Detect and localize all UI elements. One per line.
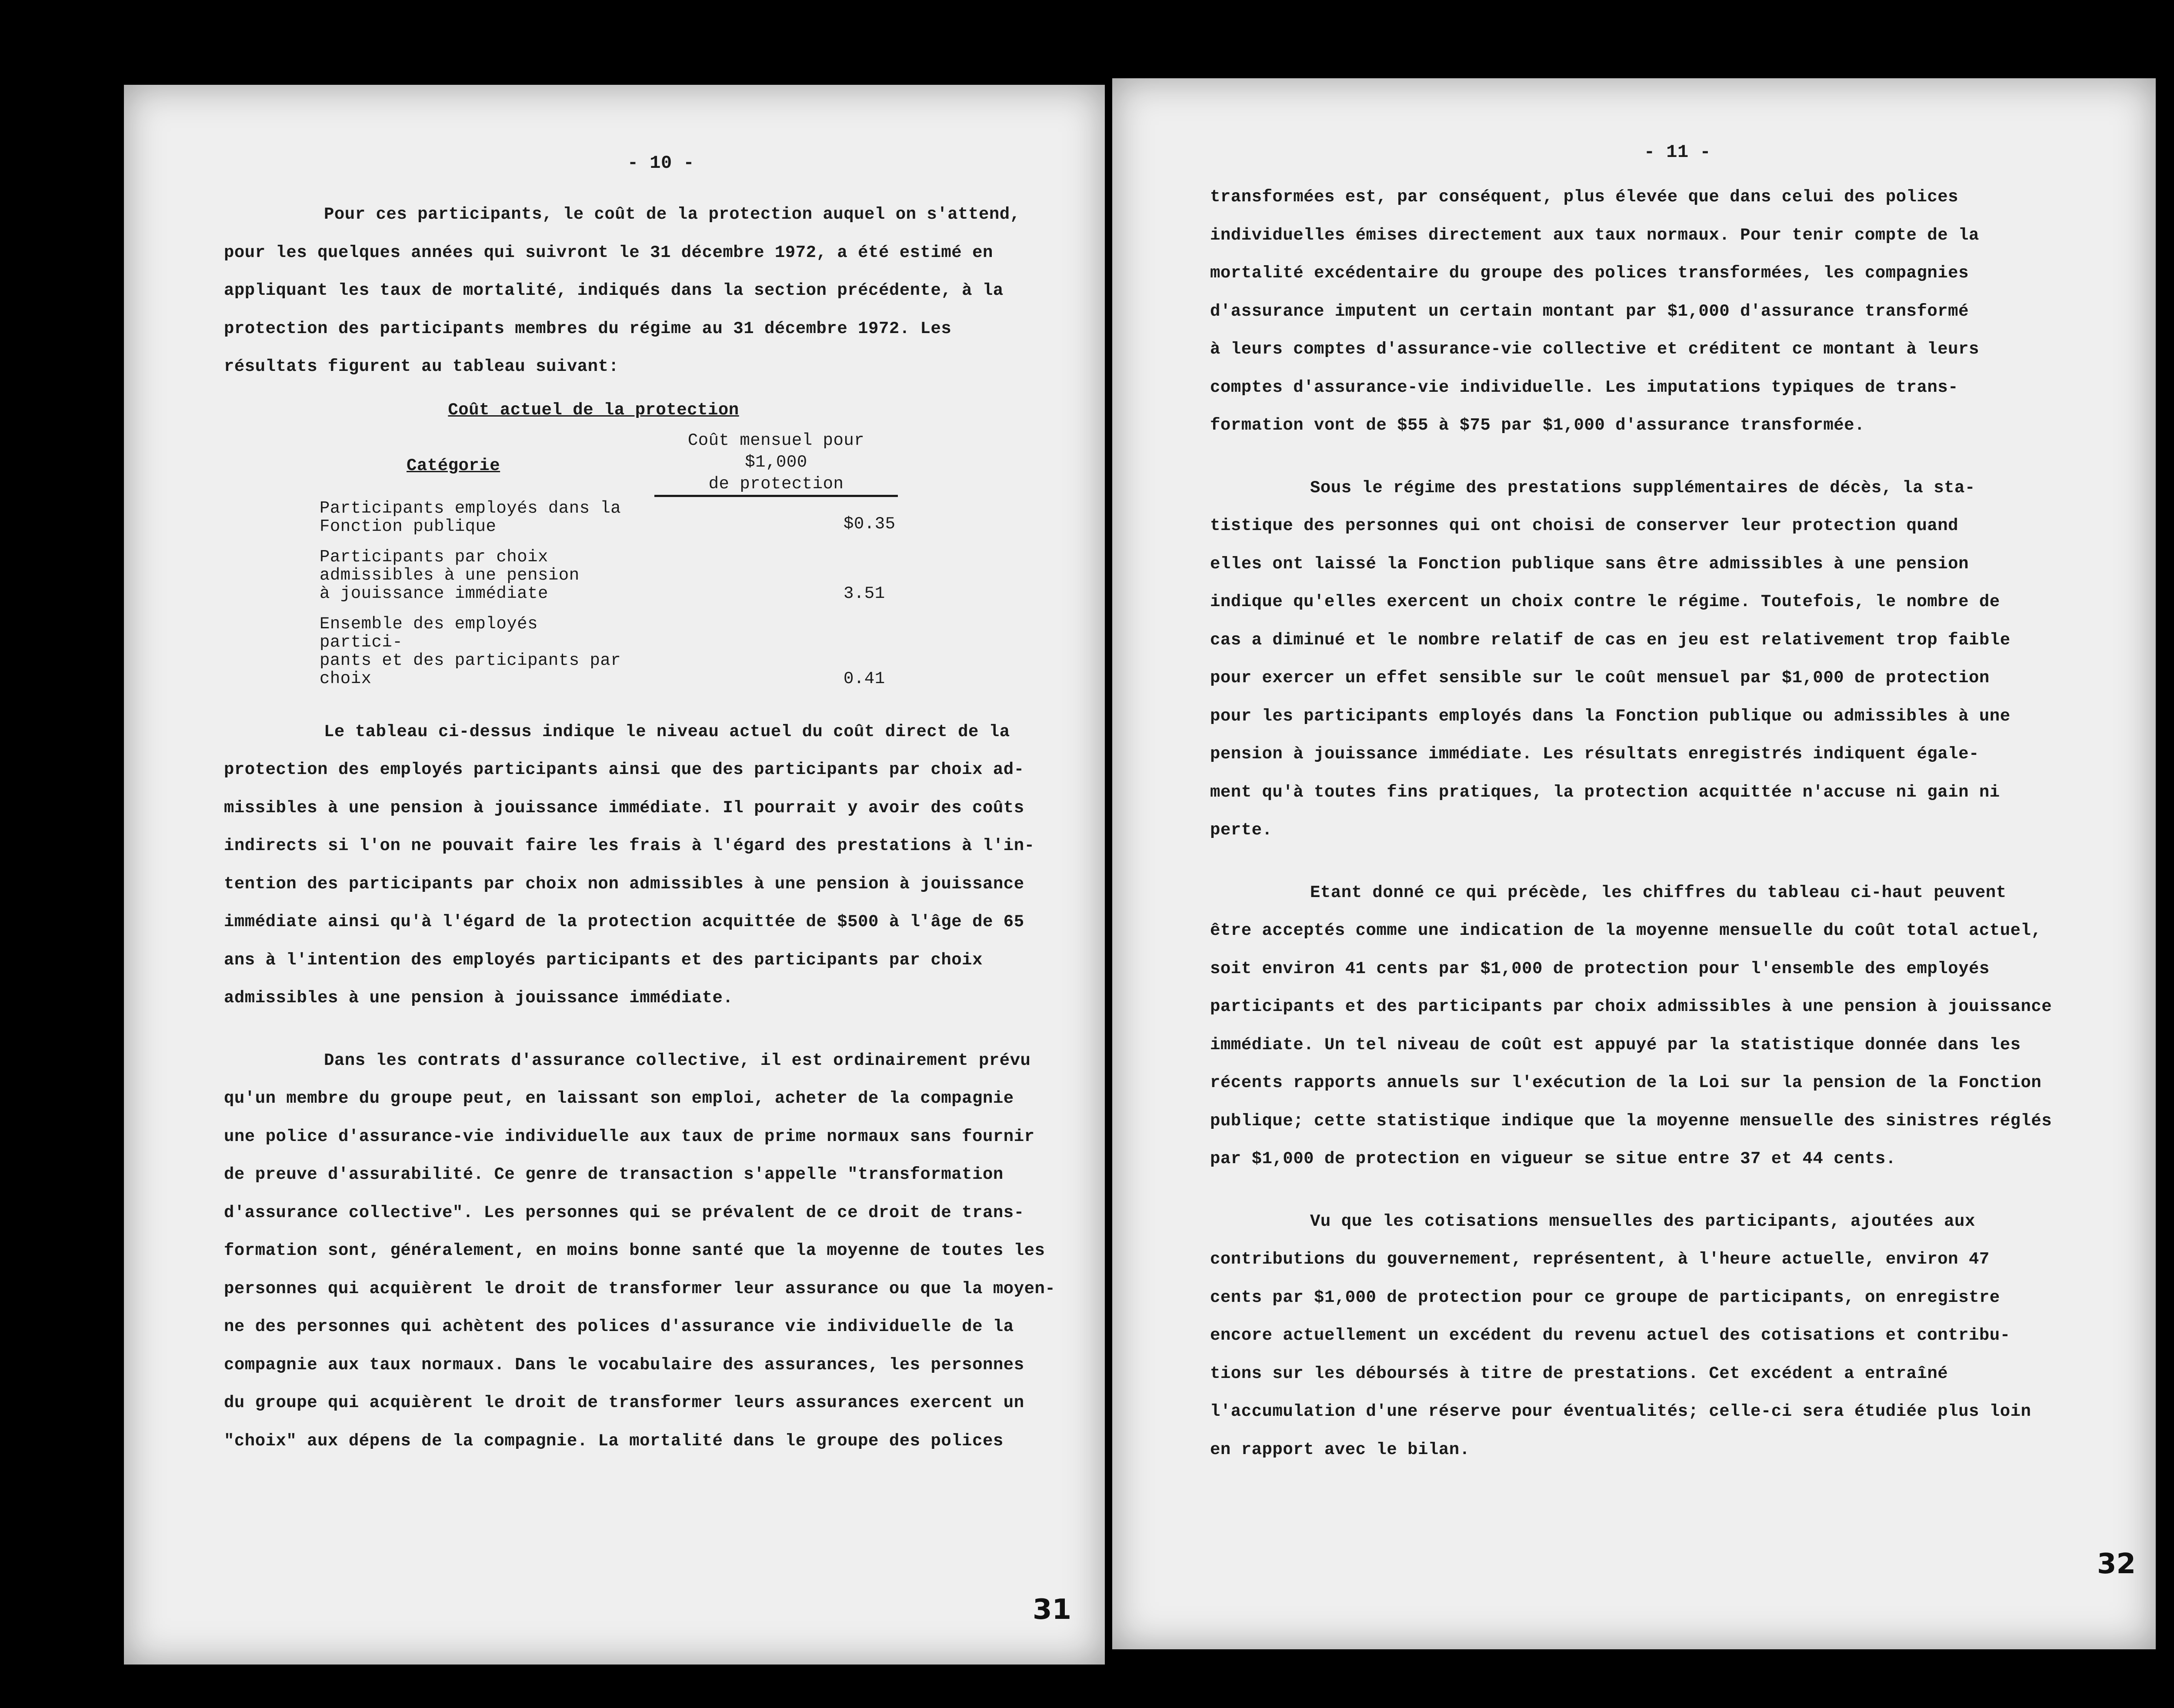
column-header-cost-line2: de protection xyxy=(654,473,898,497)
paragraph: Le tableau ci-dessus indique le niveau actuel du coût direct de la protection des employés participants ainsi que des participants par choix ad- missibles à une pension à jouissance immédiate. Il pourrait y avoir des coûts indirects si l'on ne pouvait faire les frais à l'égard des prestations à l'in- tention des participants par choix non admissibles à une pension à jouissance immédiate ainsi qu'à l'égard de la protection acquittée de $500 à l'âge de 65 ans à l'intention des employés participants et des participants par choix admissibles à une pension à jouissance immédiate. xyxy=(224,722,1035,1007)
left-page xyxy=(124,85,1105,1665)
table-row xyxy=(224,548,1098,603)
page-number: - 10 - xyxy=(627,153,695,173)
row-label: Participants par choix admissibles à une pension à jouissance immédiate xyxy=(320,547,580,603)
row-value: 3.51 xyxy=(844,584,885,603)
right-page-content xyxy=(1210,139,2145,1469)
paragraph: Vu que les cotisations mensuelles des participants, ajoutées aux contributions du gouvernement, représentent, à l'heure actuelle, environ 47 cents par $1,000 de protection pour ce groupe de participants, on enregistre encore actuellement un excédent du revenu actuel des cotisations et contribu- tions sur les déboursés à titre de prestations. Cet excédent a entraîné l'accumulation d'une réserve pour éventualités; celle-ci sera étudiée plus loin en rapport avec le bilan. xyxy=(1210,1211,2031,1459)
page-stamp: 31 xyxy=(1033,1594,1072,1626)
row-label: Participants employés dans la Fonction publique xyxy=(320,498,621,536)
column-header-cost xyxy=(654,430,898,497)
paragraph: Pour ces participants, le coût de la protection auquel on s'attend, pour les quelques années qui suivront le 31 décembre 1972, a été estimé en appliquant les taux de mortalité, indiqués dans la section précédente, à la protection des participants membres du régime au 31 décembre 1972. Les résultats figurent au tableau suivant: xyxy=(224,205,1020,376)
paragraph: Etant donné ce qui précède, les chiffres du tableau ci-haut peuvent être acceptés comme une indication de la moyenne mensuelle du coût total actuel, soit environ 41 cents par $1,000 de protection pour l'ensemble des employés participants et des participants par choix admissibles à une pension à jouissance immédiate. Un tel niveau de coût est appuyé par la statistique donnée dans les récents rapports annuels sur l'exécution de la Loi sur la pension de la Fonction publique; cette statistique indique que la moyenne mensuelle des sinistres réglés par $1,000 de protection en vigueur se situe entre 37 et 44 cents. xyxy=(1210,883,2052,1168)
table-row xyxy=(224,499,1098,536)
paragraph: Sous le régime des prestations supplémentaires de décès, la sta- tistique des personnes qui ont choisi de conserver leur protection quand elles ont laissé la Fonction publique sans être admissibles à une pension indique qu'elles exercent un choix contre le régime. Toutefois, le nombre de cas a diminué et le nombre relatif de cas en jeu est relativement trop faible pour exercer un effet sensible sur le coût mensuel par $1,000 de protection pour les participants employés dans la Fonction publique ou admissibles à une pension à jouissance immédiate. Les résultats enregistrés indiquent égale- ment qu'à toutes fins pratiques, la protection acquittée n'accuse ni gain ni perte. xyxy=(1210,478,2011,840)
table-row xyxy=(224,615,1098,688)
column-header-cost-line1: Coût mensuel pour $1,000 xyxy=(687,430,865,472)
paragraph: Dans les contrats d'assurance collective, il est ordinairement prévu qu'un membre du groupe peut, en laissant son emploi, acheter de la compagnie une police d'assurance-vie individuelle aux taux de prime normaux sans fournir de preuve d'assurabilité. Ce genre de transaction s'appelle "transformation d'assurance collective". Les personnes qui se prévalent de ce droit de trans- formation sont, généralement, en moins bonne santé que la moyenne de toutes les personnes qui acquièrent le droit de transformer leur assurance ou que la moyen- ne des personnes qui achètent des polices d'assurance vie individuelle de la compagnie aux taux normaux. Dans le vocabulaire des assurances, les personnes du groupe qui acquièrent le droit de transformer leurs assurances exercent un "choix" aux dépens de la compagnie. La mortalité dans le groupe des polices xyxy=(224,1051,1056,1451)
table-header xyxy=(224,430,1098,494)
table-title: Coût actuel de la protection xyxy=(448,400,739,420)
row-value: $0.35 xyxy=(844,514,896,534)
row-value: 0.41 xyxy=(844,669,885,688)
left-page-content xyxy=(224,150,1098,1460)
paragraph: transformées est, par conséquent, plus élevée que dans celui des polices individuelles émises directement aux taux normaux. Pour tenir compte de la mortalité excédentaire du groupe des polices transformées, les compagnies d'assurance imputent un certain montant par $1,000 d'assurance transformé à leurs comptes d'assurance-vie collective et créditent ce montant à leurs comptes d'assurance-vie individuelle. Les imputations typiques de trans- formation vont de $55 à $75 par $1,000 d'assurance transformée. xyxy=(1210,187,1979,435)
page-stamp: 32 xyxy=(2097,1548,2136,1580)
page-number: - 11 - xyxy=(1644,142,1711,163)
row-label: Ensemble des employés partici- pants et des participants par choix xyxy=(320,614,621,688)
column-header-category: Catégorie xyxy=(407,456,500,475)
right-page xyxy=(1112,78,2156,1649)
